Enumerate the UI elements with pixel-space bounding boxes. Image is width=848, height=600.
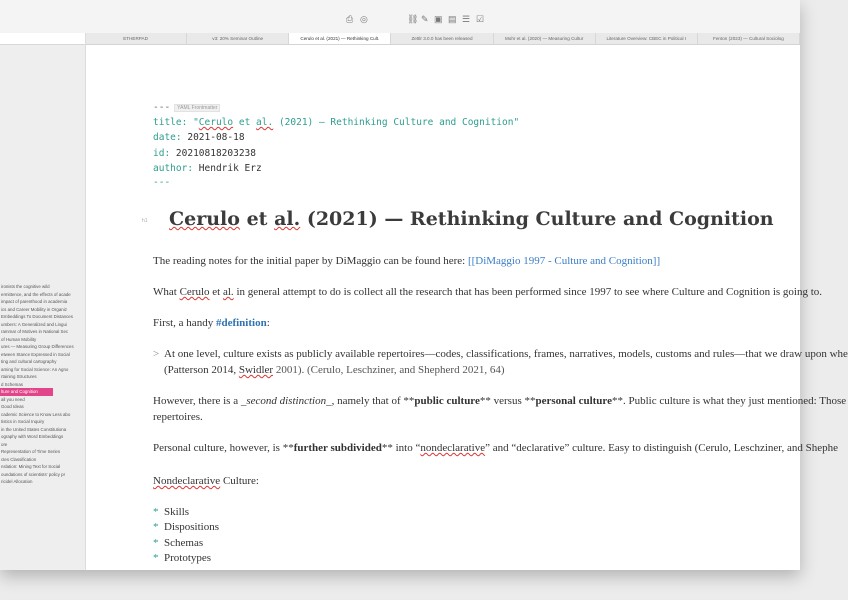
file-item[interactable]: ctes Classification: [1, 456, 37, 462]
list-item: * Schemas: [153, 537, 204, 549]
blockquote-continuation: (Patterson 2014, Swidler 2001). (Cerulo, Leschziner, and Shepherd 2021, 64): [164, 364, 505, 376]
file-item[interactable]: Good Ideas: [1, 404, 24, 409]
file-item[interactable]: rtaining Structures: [1, 374, 37, 379]
file-sidebar: [0, 33, 86, 570]
list-item: * Skills: [153, 506, 190, 518]
page-title: Cerulo et al. (2021) — Rethinking Culture and Cognition: [169, 208, 774, 230]
file-item[interactable]: umbers: A Generalized and Lingui: [1, 321, 67, 327]
document-tabs: [85, 33, 800, 45]
file-item[interactable]: ics and Career Mobility in Organiz: [1, 306, 67, 312]
file-list: [0, 283, 85, 486]
paragraph-continuation: repertoires.: [153, 411, 203, 423]
file-item[interactable]: oundations of scientists' policy pr: [1, 471, 66, 477]
file-item[interactable]: tistics in Social Inquiry: [1, 419, 45, 424]
frontmatter-id: id: 20210818203238: [153, 148, 256, 159]
checklist-icon[interactable]: ☑: [476, 14, 485, 24]
blockquote: > At one level, culture exists as publicly available repertoires—codes, classifications, frames, narratives, models, customs and rules—that we draw upon whe: [153, 348, 848, 360]
file-item[interactable]: nslation: Mining Text for Social: [1, 464, 61, 469]
sidebar-search-input[interactable]: [0, 33, 85, 45]
file-item[interactable]: cademic Science to Know Less abo: [1, 411, 71, 417]
paragraph: What Cerulo et al. in general attempt to do is collect all the research that has been performed since 1997 to see where Culture and Cognition is going to.: [153, 286, 823, 298]
preview-icon[interactable]: ◎: [360, 14, 368, 24]
paragraph: The reading notes for the initial paper by DiMaggio can be found here: [[DiMaggio 1997 - Culture and Cognition]]: [153, 255, 661, 267]
frontmatter-author: author: Hendrik Erz: [153, 163, 262, 174]
file-item[interactable]: d Schemas: [1, 381, 23, 387]
frontmatter-fence-close: ---: [153, 177, 171, 188]
file-item[interactable]: in the United States Constitutiona: [1, 426, 67, 432]
list-icon[interactable]: ☰: [462, 14, 471, 24]
file-item[interactable]: ermittence, and the effects of acade: [1, 291, 71, 297]
file-item[interactable]: Embeddings To Document Distances: [1, 314, 73, 319]
paragraph: First, a handy #definition:: [153, 317, 270, 329]
link-icon[interactable]: ⛓: [407, 14, 419, 24]
file-item[interactable]: ting and cultural cartography: [1, 359, 57, 364]
paragraph: However, there is a _second distinction_, namely that of **public culture** versus **personal culture**. Public culture is what they just mentioned: Those: [153, 395, 847, 407]
tag-icon[interactable]: ✎: [421, 14, 429, 24]
list-item: * Dispositions: [153, 521, 220, 533]
editor[interactable]: [86, 45, 848, 570]
tag-definition[interactable]: #definition: [215, 317, 267, 329]
tab-seminar-outline[interactable]: v3: 20% Seminar Outline: [187, 33, 289, 44]
paragraph: Personal culture, however, is **further subdivided** into “nondeclarative” and “declarative” culture. Easy to distinguish (Cerulo, Leschziner, and Shephe: [153, 442, 839, 454]
file-item[interactable]: ricidel Allocation: [1, 479, 33, 484]
file-item[interactable]: ore: [1, 441, 8, 447]
tab-fenton-2023[interactable]: Fenton (2023) — Cultural Sociolog: [698, 33, 800, 44]
quote-marker: >: [153, 348, 160, 360]
file-item[interactable]: ography with Word Embeddings: [1, 434, 64, 439]
open-file-icon[interactable]: ⎙: [346, 14, 354, 24]
file-item[interactable]: ures — Measuring Group Differences: [1, 344, 74, 349]
file-item[interactable]: impact of parenthood in academia: [1, 299, 68, 304]
file-item[interactable]: of Human Mobility: [1, 336, 37, 342]
frontmatter-date: date: 2021-08-18: [153, 132, 245, 143]
file-item[interactable]: Representation of Time Series: [1, 449, 61, 454]
frontmatter-title: title: "Cerulo et al. (2021) — Rethinking Culture and Cognition": [153, 117, 520, 128]
file-item[interactable]: arning for Social Science: An Agno: [1, 366, 69, 372]
heading-level-marker: h1: [142, 218, 148, 224]
file-item[interactable]: ironists the cognitive wild: [1, 284, 50, 289]
bullet-marker: *: [153, 506, 159, 518]
tab-mohr-2020[interactable]: Mohr et al. (2020) — Measuring Cultur: [494, 33, 596, 44]
frontmatter-fence-open: --- YAML Frontmatter: [153, 102, 220, 113]
file-item-selected[interactable]: lture and Cognition: [0, 388, 53, 396]
frontmatter-label: YAML Frontmatter: [174, 104, 220, 112]
image-icon[interactable]: ▣: [434, 14, 443, 24]
wiki-link-dimaggio[interactable]: [[DiMaggio 1997 - Culture and Cognition]]: [467, 255, 661, 267]
file-item[interactable]: etween Stance Expressed in Social: [1, 351, 70, 357]
file-item[interactable]: all you need: [1, 396, 25, 402]
table-icon[interactable]: ▤: [448, 14, 457, 24]
file-item[interactable]: rammar of Motives in National Sec: [1, 329, 69, 334]
tab-cerulo-2021[interactable]: Cerulo et al. (2021) — Rethinking Cult.: [289, 33, 391, 44]
list-item: * Prototypes: [153, 552, 212, 564]
tab-etherpad[interactable]: ETHERPAD: [85, 33, 187, 44]
tab-literature-overview[interactable]: Literature Overview: CBEC in Political I: [596, 33, 698, 44]
list-heading: Nondeclarative Culture:: [153, 475, 259, 487]
toolbar: [0, 0, 800, 34]
bullet-marker: *: [153, 537, 159, 549]
bullet-marker: *: [153, 552, 159, 564]
tab-zettlr-release[interactable]: Zettlr 3.0.0 has been released: [391, 33, 493, 44]
bullet-marker: *: [153, 521, 159, 533]
